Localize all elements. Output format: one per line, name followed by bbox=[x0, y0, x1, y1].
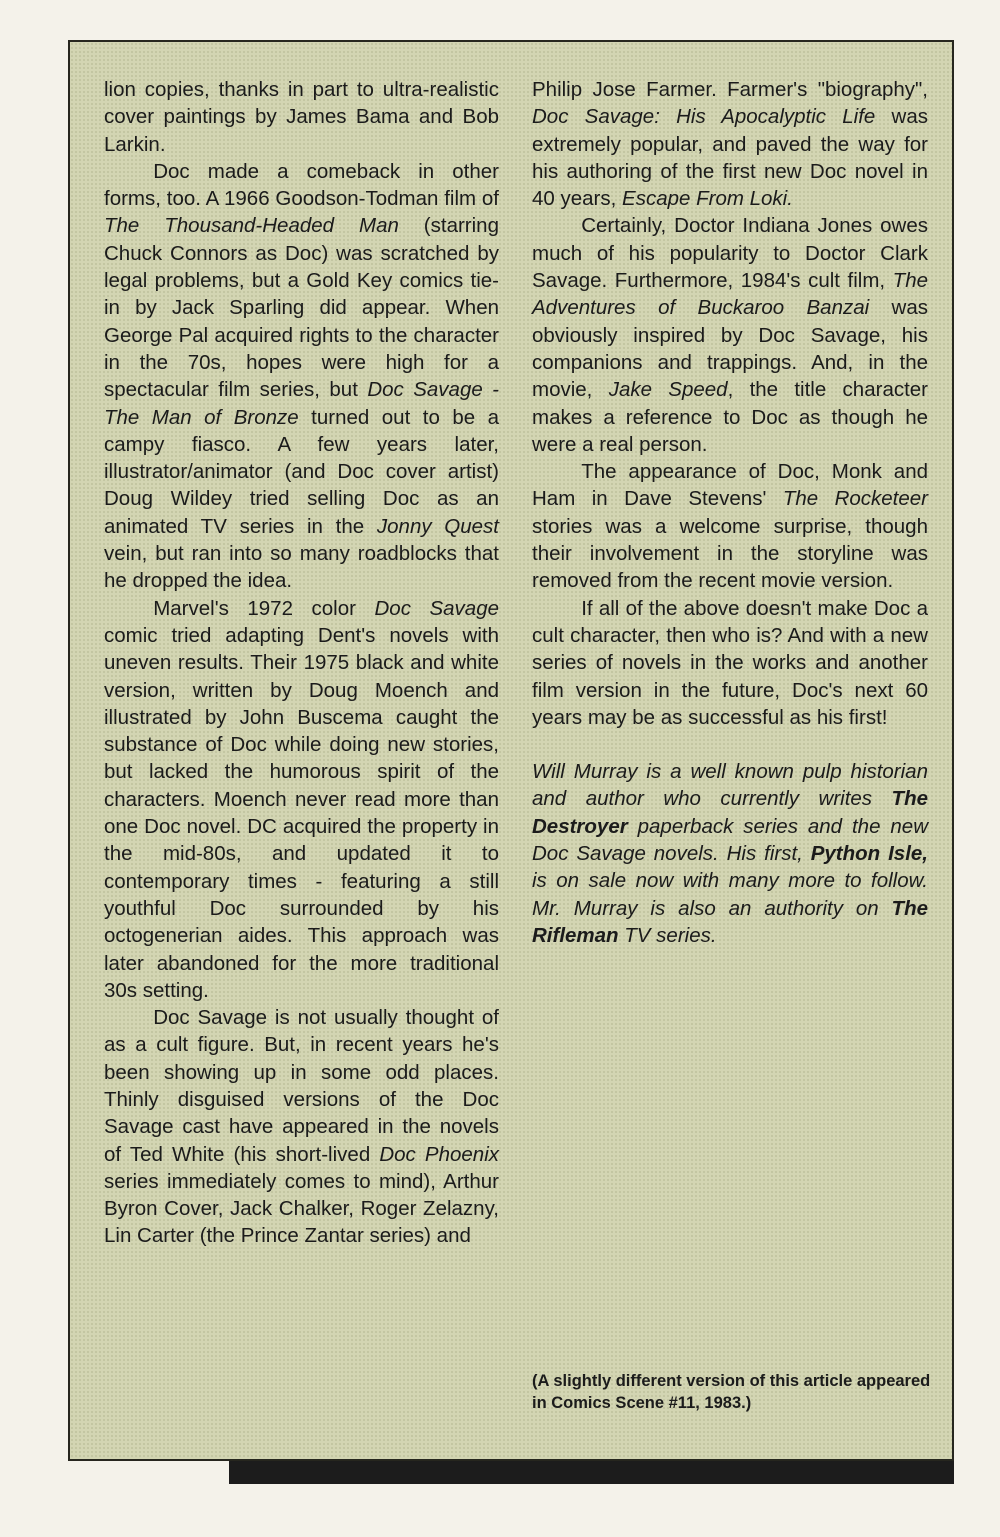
reprint-note-text: (A slightly different version of this article appeared in Comics Scene #11, 1983.) bbox=[532, 1372, 931, 1412]
text-run: lion copies, thanks in part to ultra-realistic cover paintings by James Bama and Bob Larkin. bbox=[104, 78, 499, 156]
text-run: stories was a welcome surprise, though their involvement in the storyline was removed from the recent movie version. bbox=[532, 514, 928, 593]
author-bio bbox=[532, 758, 928, 949]
paragraph bbox=[532, 76, 928, 212]
text-run: was obviously inspired by Doc Savage, his companions and trappings. And, in the movie, bbox=[532, 296, 929, 402]
author-bio-text bbox=[532, 758, 928, 949]
text-run: series immediately comes to mind), Arthur Byron Cover, Jack Chalker, Roger Zelazny, Lin Carter (the Prince Zantar series) and bbox=[104, 1169, 499, 1248]
right-column-body bbox=[532, 76, 928, 731]
text-run: paperback series and the new Doc Savage novels. His first, bbox=[532, 814, 928, 866]
text-run: vein, but ran into so many roadblocks that he dropped the idea. bbox=[104, 542, 499, 593]
right-column bbox=[532, 76, 928, 949]
panel-drop-shadow bbox=[229, 1461, 954, 1484]
paragraph bbox=[532, 595, 928, 731]
text-run: , the title character makes a reference to Doc as though he were a real person. bbox=[532, 378, 929, 456]
text-run: Marvel's 1972 color bbox=[153, 596, 375, 620]
paragraph bbox=[104, 158, 499, 595]
bold-title: Python Isle, bbox=[810, 842, 928, 866]
bold-title: The Rifleman bbox=[532, 896, 928, 947]
text-run: Will Murray is a well known pulp historian and author who currently writes bbox=[532, 760, 928, 811]
text-run: turned out to be a campy fiasco. A few years later, illustrator/animator (and Doc cover artist) Doug Wildey tried selling Doc as an animated TV series in the bbox=[104, 405, 499, 538]
italic-title: Doc Phoenix bbox=[379, 1142, 499, 1166]
reprint-note bbox=[532, 1370, 932, 1414]
text-run: If all of the above doesn't make Doc a cult character, then who is? And with a new series of novels in the works and another film version in the future, Doc's next 60 years may be as successful as his first! bbox=[532, 596, 928, 729]
text-run: Philip Jose Farmer. Farmer's "biography", bbox=[532, 78, 928, 101]
bold-title: The Destroyer bbox=[532, 787, 928, 838]
text-run: is on sale now with many more to follow. Mr. Murray is also an authority on bbox=[532, 869, 928, 920]
italic-title: Escape From Loki. bbox=[622, 187, 793, 211]
italic-title: The Thousand-Headed Man bbox=[104, 214, 399, 238]
italic-title: Jake Speed bbox=[608, 378, 728, 402]
italic-title: Doc Savage - The Man of Bronze bbox=[104, 378, 500, 429]
text-run: TV series. bbox=[618, 923, 717, 947]
paragraph bbox=[532, 458, 928, 594]
text-run: (starring Chuck Connors as Doc) was scratched by legal problems, but a Gold Key comics tie-in by Jack Sparling did appear. When George Pal acquired rights to the character in the 70s, hopes were high for a spectacular film series, but bbox=[104, 214, 499, 402]
italic-title: Doc Savage bbox=[374, 596, 499, 620]
article-panel bbox=[68, 40, 954, 1461]
paragraph bbox=[104, 76, 499, 158]
text-run: The appearance of Doc, Monk and Ham in Dave Stevens' bbox=[532, 460, 928, 511]
text-run: Doc made a comeback in other forms, too. A 1966 Goodson-Todman film of bbox=[104, 159, 499, 211]
italic-title: The Rocketeer bbox=[782, 487, 928, 511]
italic-title: Doc Savage: His Apocalyptic Life bbox=[532, 105, 876, 129]
text-run: comic tried adapting Dent's novels with uneven results. Their 1975 black and white version, written by Doug Moench and illustrated by John Buscema caught the substance of Doc while doing new stories, but lacked the humorous spirit of the characters. Moench never read more than one Doc novel. DC acquired the property in the mid-80s, and updated it to contemporary times - featuring a still youthful Doc surrounded by his octogenerian aides. This approach was later abandoned for the more traditional 30s setting. bbox=[104, 623, 499, 1002]
paragraph bbox=[104, 1004, 499, 1250]
text-run: was extremely popular, and paved the way for his authoring of the first new Doc novel in 40 years, bbox=[532, 105, 928, 211]
left-column bbox=[104, 76, 499, 1250]
text-run: Certainly, Doctor Indiana Jones owes much of his popularity to Doctor Clark Savage. Furthermore, 1984's cult film, bbox=[532, 214, 928, 293]
paragraph bbox=[532, 212, 928, 458]
text-run: Doc Savage is not usually thought of as a cult figure. But, in recent years he's been showing up in some odd places. Thinly disguised versions of the Doc Savage cast have appeared in the novels of Ted White (his short-lived bbox=[104, 1006, 499, 1166]
paragraph bbox=[104, 595, 499, 1004]
italic-title: The Adventures of Buckaroo Banzai bbox=[532, 269, 928, 320]
italic-title: Jonny Quest bbox=[376, 514, 500, 538]
